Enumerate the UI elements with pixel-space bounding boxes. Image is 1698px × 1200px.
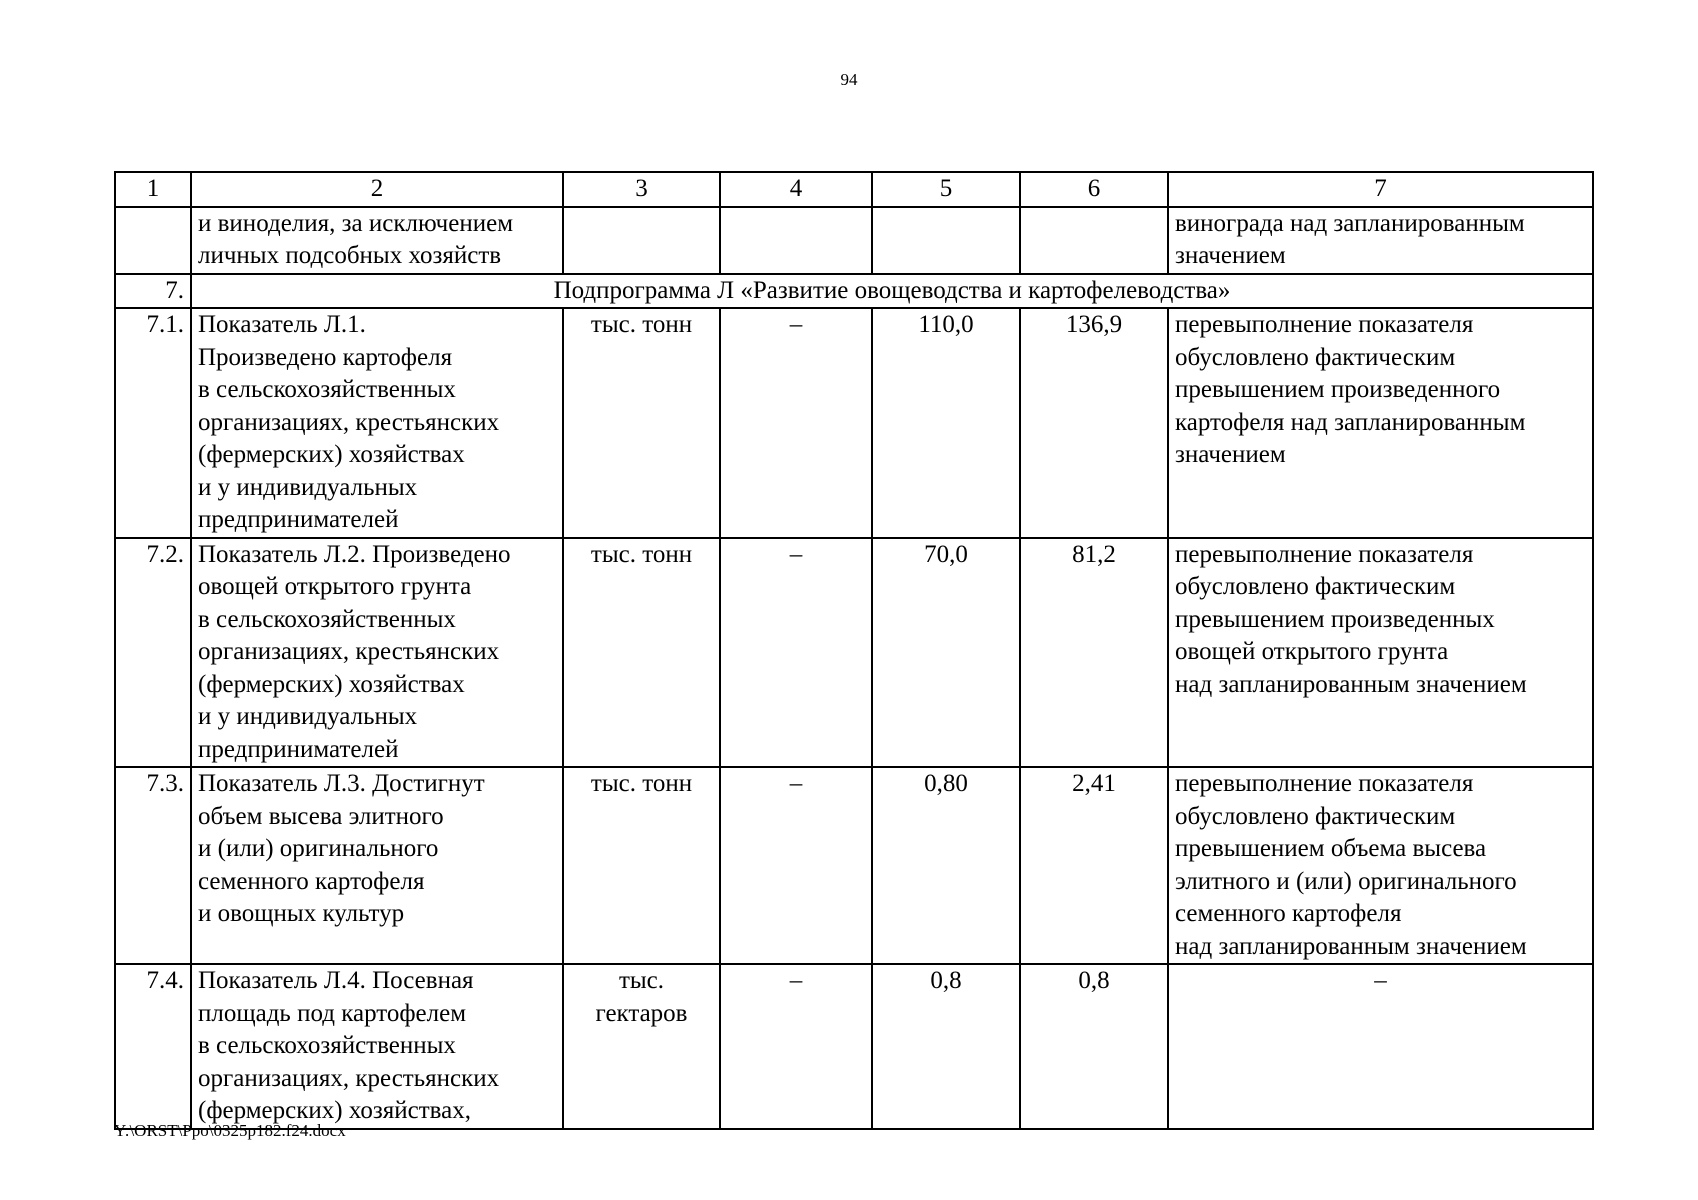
value-col-6: 81,2 xyxy=(1020,538,1168,768)
value-col-5 xyxy=(872,207,1020,274)
file-path-footer: Y:\ORST\Ppo\0325p182.f24.docx xyxy=(114,1121,346,1140)
value-col-5: 70,0 xyxy=(872,538,1020,768)
table-row xyxy=(115,308,1593,538)
note-cell: перевыполнение показателя обусловлено фактическим превышением объема высева элитного и (или) оригинального семенного картофеля над запланированным значением xyxy=(1168,767,1593,964)
unit-cell: тыс. гектаров xyxy=(563,964,720,1129)
value-col-4: – xyxy=(720,767,872,964)
note-cell: перевыполнение показателя обусловлено фактическим превышением произведенных овощей открытого грунта над запланированным значением xyxy=(1168,538,1593,768)
unit-cell: тыс. тонн xyxy=(563,308,720,538)
indicator-name: Показатель Л.3. Достигнут объем высева элитного и (или) оригинального семенного картофеля и овощных культур xyxy=(191,767,563,964)
indicator-table xyxy=(114,171,1594,1130)
section-number: 7. xyxy=(115,274,191,309)
row-number xyxy=(115,207,191,274)
indicator-name: и виноделия, за исключением личных подсобных хозяйств xyxy=(191,207,563,274)
value-col-6 xyxy=(1020,207,1168,274)
note-cell: перевыполнение показателя обусловлено фактическим превышением произведенного картофеля над запланированным значением xyxy=(1168,308,1593,538)
value-col-6: 2,41 xyxy=(1020,767,1168,964)
value-col-6: 0,8 xyxy=(1020,964,1168,1129)
note-cell: винограда над запланированным значением xyxy=(1168,207,1593,274)
value-col-5: 0,8 xyxy=(872,964,1020,1129)
value-col-4: – xyxy=(720,538,872,768)
header-cell: 6 xyxy=(1020,172,1168,207)
header-cell: 3 xyxy=(563,172,720,207)
header-cell: 4 xyxy=(720,172,872,207)
unit-cell: тыс. тонн xyxy=(563,538,720,768)
row-number: 7.4. xyxy=(115,964,191,1129)
section-row xyxy=(115,274,1593,309)
value-col-4: – xyxy=(720,308,872,538)
unit-cell xyxy=(563,207,720,274)
table-row xyxy=(115,767,1593,964)
table-row xyxy=(115,964,1593,1129)
indicator-name: Показатель Л.4. Посевная площадь под картофелем в сельскохозяйственных организациях, крестьянских (фермерских) хозяйствах, xyxy=(191,964,563,1129)
value-col-4: – xyxy=(720,964,872,1129)
table-header-row xyxy=(115,172,1593,207)
indicator-name: Показатель Л.1. Произведено картофеля в сельскохозяйственных организациях, крестьянских (фермерских) хозяйствах и у индивидуальных предпринимателей xyxy=(191,308,563,538)
row-number: 7.2. xyxy=(115,538,191,768)
header-cell: 5 xyxy=(872,172,1020,207)
page-number: 94 xyxy=(840,70,858,89)
value-col-6: 136,9 xyxy=(1020,308,1168,538)
indicator-name: Показатель Л.2. Произведено овощей открытого грунта в сельскохозяйственных организациях, крестьянских (фермерских) хозяйствах и у индивидуальных предпринимателей xyxy=(191,538,563,768)
row-number: 7.1. xyxy=(115,308,191,538)
value-col-5: 0,80 xyxy=(872,767,1020,964)
table-row xyxy=(115,538,1593,768)
header-cell: 2 xyxy=(191,172,563,207)
unit-cell: тыс. тонн xyxy=(563,767,720,964)
value-col-5: 110,0 xyxy=(872,308,1020,538)
header-cell: 1 xyxy=(115,172,191,207)
table-row xyxy=(115,207,1593,274)
value-col-4 xyxy=(720,207,872,274)
section-title: Подпрограмма Л «Развитие овощеводства и картофелеводства» xyxy=(191,274,1593,309)
row-number: 7.3. xyxy=(115,767,191,964)
note-cell: – xyxy=(1168,964,1593,1129)
header-cell: 7 xyxy=(1168,172,1593,207)
